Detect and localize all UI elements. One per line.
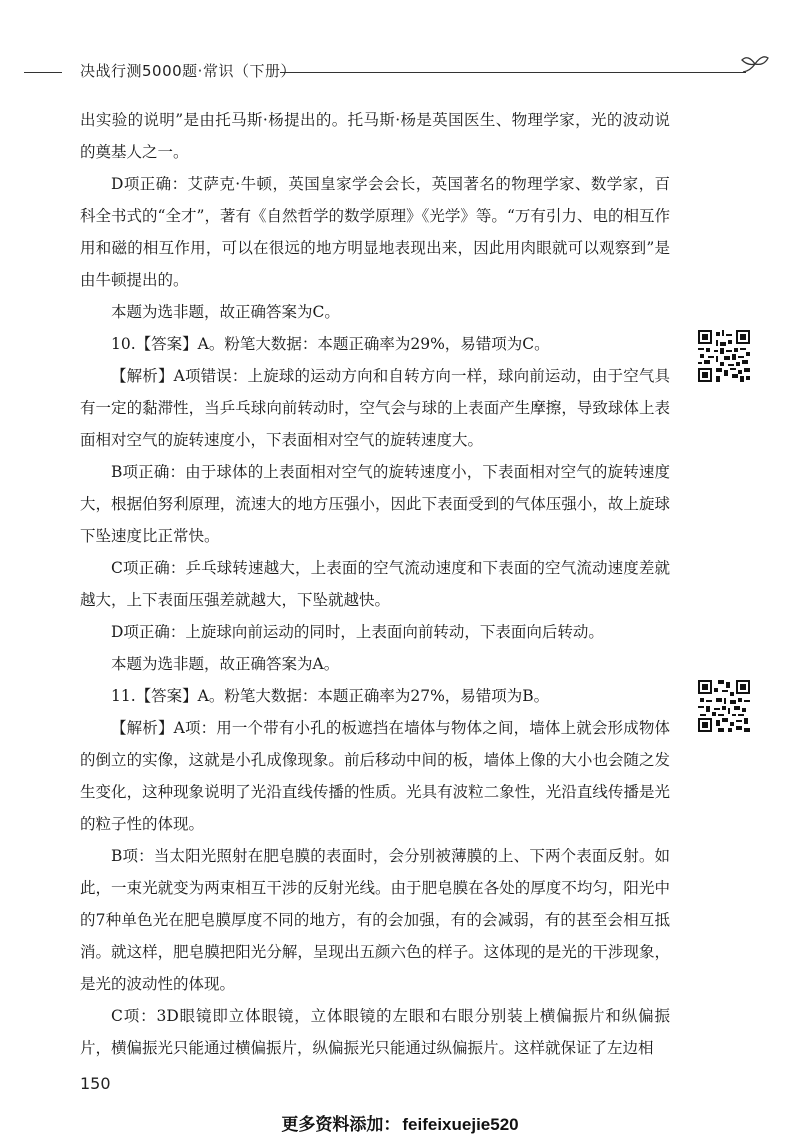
page-body	[80, 104, 670, 1064]
footer-label: 更多资料添加：	[281, 1115, 401, 1135]
paragraph-q10-conclusion: 本题为选非题，故正确答案为A。	[111, 655, 340, 673]
qr-code-icon[interactable]	[698, 680, 750, 732]
sprout-icon	[740, 52, 770, 78]
footer-handle: feifeixuejie520	[402, 1115, 519, 1134]
paragraph-q11-option-b: B项：当太阳光照射在肥皂膜的表面时，会分别被薄膜的上、下两个表面反射。如此，一束光就变为两束相互干涉的反射光线。由于肥皂膜在各处的厚度不均匀，阳光中的7种单色光在肥皂膜厚度不同的地方，有的会加强，有的会减弱，有的甚至会相互抵消。就这样，肥皂膜把阳光分解，呈现出五颜六色的样子。这体现的是光的干涉现象，是光的波动性的体现。	[80, 847, 670, 993]
page-number: 150	[80, 1074, 111, 1093]
running-header	[24, 52, 764, 86]
paragraph-q10-option-d: D项正确：上旋球向前运动的同时，上表面向前转动，下表面向后转动。	[111, 623, 604, 641]
paragraph-q11-answer: 11.【答案】A。粉笔大数据：本题正确率为27%，易错项为B。	[111, 687, 550, 705]
paragraph-q10-option-b: B项正确：由于球体的上表面相对空气的旋转速度小，下表面相对空气的旋转速度大，根据伯努利原理，流速大的地方压强小，因此下表面受到的气体压强小，故上旋球下坠速度比正常快。	[80, 463, 670, 545]
qr-code-icon[interactable]	[698, 330, 750, 382]
paragraph-q11-analysis-a: 【解析】A项：用一个带有小孔的板遮挡在墙体与物体之间，墙体上就会形成物体的倒立的实像，这就是小孔成像现象。前后移动中间的板，墙体上像的大小也会随之发生变化，这种现象说明了光沿直线传播的性质。光具有波粒二象性，光沿直线传播是光的粒子性的体现。	[80, 719, 670, 833]
paragraph-q10-analysis-a: 【解析】A项错误：上旋球的运动方向和自转方向一样，球向前运动，由于空气具有一定的黏滞性，当乒乓球向前转动时，空气会与球的上表面产生摩擦，导致球体上表面相对空气的旋转速度小，下表面相对空气的旋转速度大。	[80, 367, 670, 449]
header-rule-right	[280, 72, 746, 73]
paragraph-q10-option-c: C项正确：乒乓球转速越大，上表面的空气流动速度和下表面的空气流动速度差就越大，上下表面压强差就越大，下坠就越快。	[80, 559, 670, 609]
header-rule-left	[24, 72, 62, 73]
footer-contact	[0, 1110, 800, 1135]
paragraph-option-d-newton: D项正确：艾萨克·牛顿，英国皇家学会会长，英国著名的物理学家、数学家，百科全书式的“全才”，著有《自然哲学的数学原理》《光学》等。“万有引力、电的相互作用和磁的相互作用，可以在很远的地方明显地表现出来，因此用肉眼就可以观察到”是由牛顿提出的。	[80, 175, 670, 289]
paragraph-q10-answer: 10.【答案】A。粉笔大数据：本题正确率为29%，易错项为C。	[111, 335, 550, 353]
paragraph-q9-conclusion: 本题为选非题，故正确答案为C。	[111, 303, 340, 321]
paragraph-q11-option-c: C项：3D眼镜即立体眼镜，立体眼镜的左眼和右眼分别装上横偏振片和纵偏振片，横偏振光只能通过横偏振片，纵偏振光只能通过纵偏振片。这样就保证了左边相	[80, 1007, 670, 1057]
paragraph-continued: 出实验的说明”是由托马斯·杨提出的。托马斯·杨是英国医生、物理学家，光的波动说的奠基人之一。	[80, 111, 670, 161]
header-title: 决战行测5000题·常识（下册）	[80, 62, 296, 80]
